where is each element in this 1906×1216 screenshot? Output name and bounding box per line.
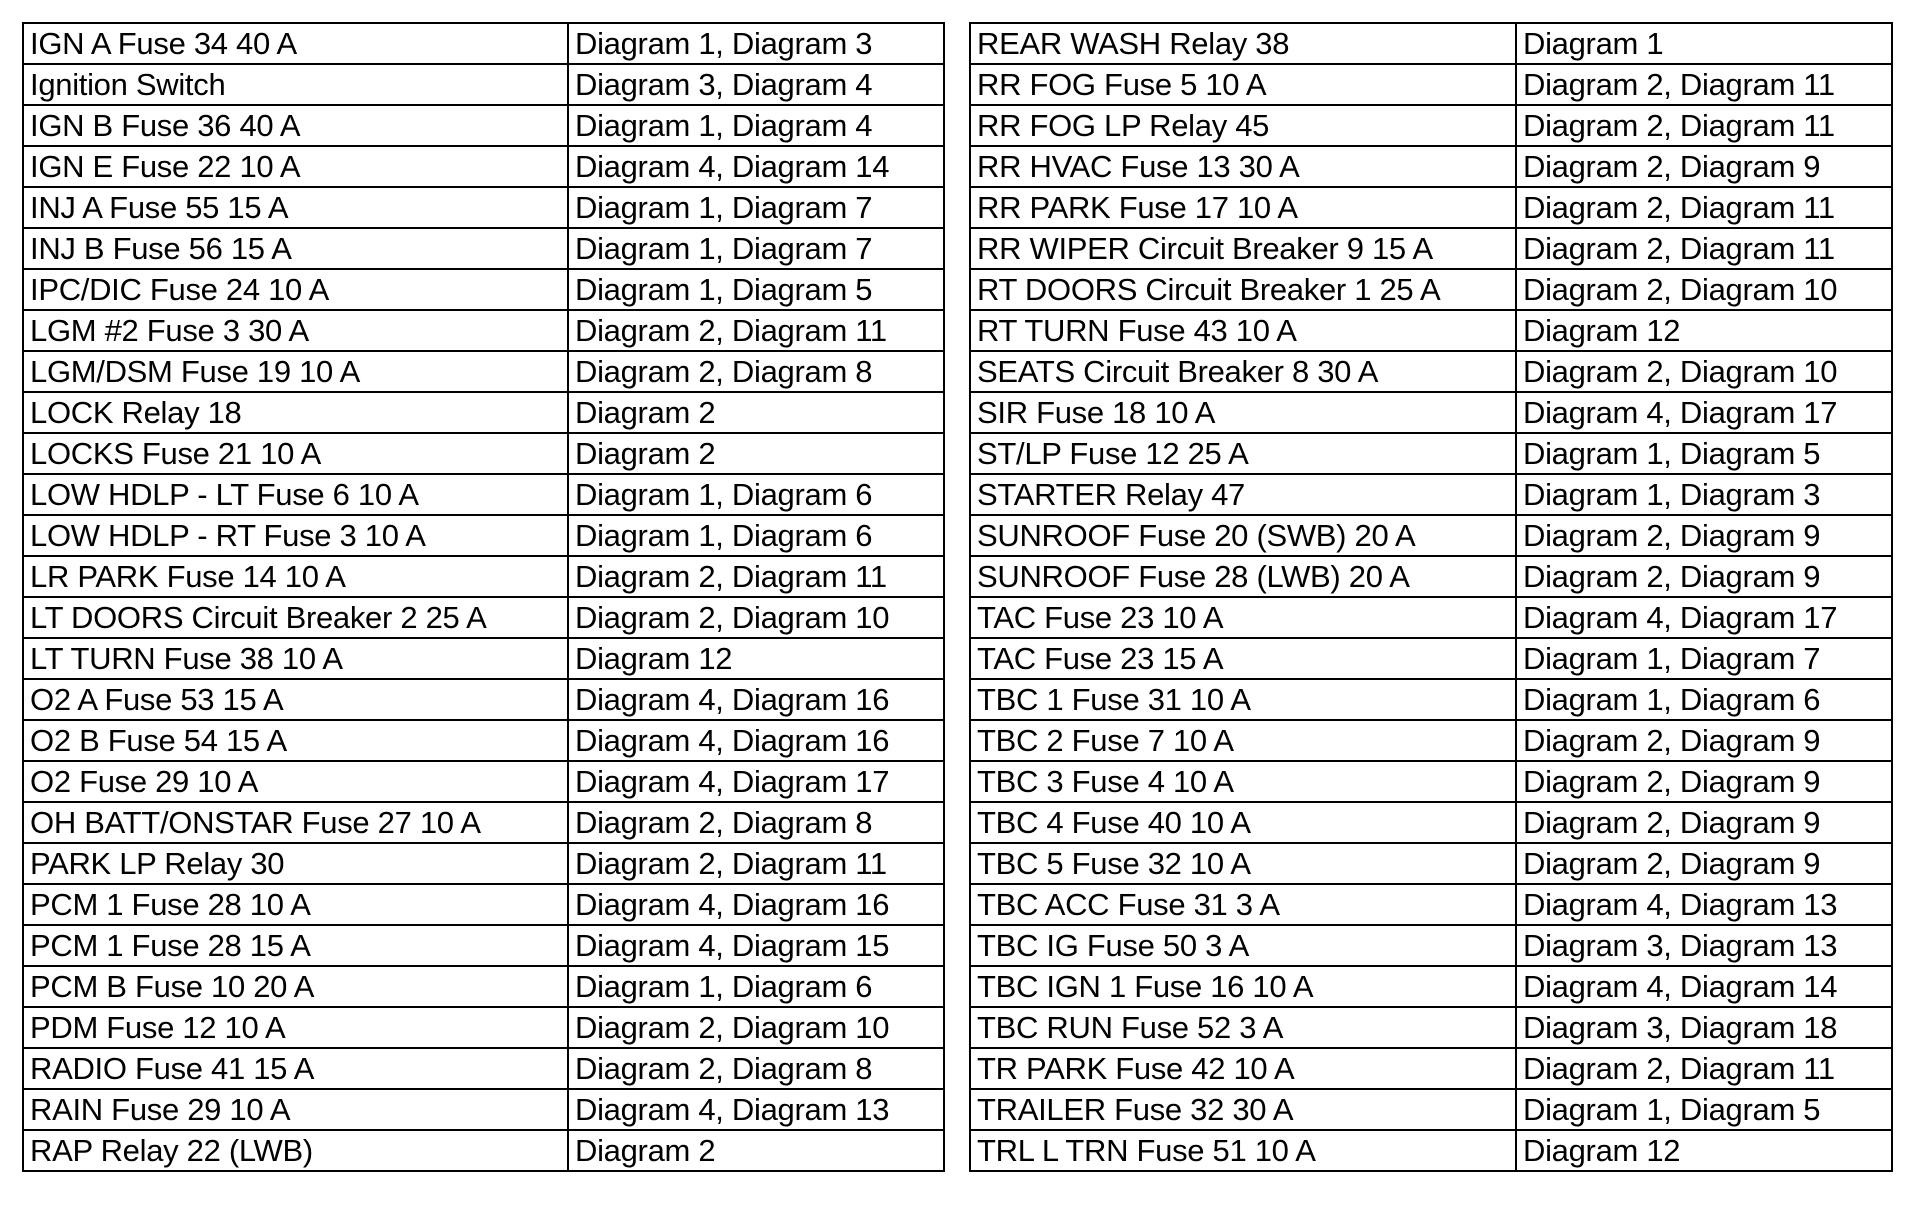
diagram-ref-cell: Diagram 2, Diagram 10 <box>1516 351 1892 392</box>
diagram-ref-cell: Diagram 2 <box>568 1130 944 1171</box>
diagram-ref-cell: Diagram 1, Diagram 5 <box>1516 1089 1892 1130</box>
component-cell: LOCK Relay 18 <box>23 392 568 433</box>
component-cell: TBC 3 Fuse 4 10 A <box>970 761 1516 802</box>
diagram-ref-cell: Diagram 2, Diagram 10 <box>568 597 944 638</box>
component-cell: LOCKS Fuse 21 10 A <box>23 433 568 474</box>
diagram-ref-cell: Diagram 1, Diagram 6 <box>568 515 944 556</box>
component-cell: TBC IG Fuse 50 3 A <box>970 925 1516 966</box>
diagram-ref-cell: Diagram 2, Diagram 11 <box>1516 228 1892 269</box>
table-row <box>23 105 944 146</box>
table-row <box>23 228 944 269</box>
diagram-ref-cell: Diagram 1 <box>1516 23 1892 64</box>
diagram-ref-cell: Diagram 12 <box>1516 1130 1892 1171</box>
diagram-ref-cell: Diagram 1, Diagram 7 <box>568 187 944 228</box>
component-cell: OH BATT/ONSTAR Fuse 27 10 A <box>23 802 568 843</box>
diagram-ref-cell: Diagram 1, Diagram 6 <box>568 474 944 515</box>
diagram-ref-cell: Diagram 2, Diagram 8 <box>568 1048 944 1089</box>
table-row <box>23 884 944 925</box>
diagram-ref-cell: Diagram 2, Diagram 11 <box>1516 187 1892 228</box>
diagram-ref-cell: Diagram 1, Diagram 5 <box>1516 433 1892 474</box>
diagram-ref-cell: Diagram 1, Diagram 6 <box>1516 679 1892 720</box>
component-cell: LGM/DSM Fuse 19 10 A <box>23 351 568 392</box>
table-row <box>970 310 1892 351</box>
table-row <box>23 925 944 966</box>
table-row <box>23 843 944 884</box>
table-row <box>23 269 944 310</box>
table-row <box>970 515 1892 556</box>
table-row <box>970 679 1892 720</box>
table-row <box>970 269 1892 310</box>
component-cell: Ignition Switch <box>23 64 568 105</box>
fuse-index-tables <box>22 22 1893 1172</box>
table-row <box>970 228 1892 269</box>
component-cell: TBC 2 Fuse 7 10 A <box>970 720 1516 761</box>
table-row <box>970 843 1892 884</box>
diagram-ref-cell: Diagram 12 <box>568 638 944 679</box>
right-table <box>969 22 1893 1172</box>
diagram-ref-cell: Diagram 3, Diagram 18 <box>1516 1007 1892 1048</box>
diagram-ref-cell: Diagram 2, Diagram 11 <box>1516 105 1892 146</box>
diagram-ref-cell: Diagram 4, Diagram 17 <box>568 761 944 802</box>
right-table-body <box>970 23 1892 1171</box>
component-cell: O2 B Fuse 54 15 A <box>23 720 568 761</box>
table-row <box>23 1130 944 1171</box>
diagram-ref-cell: Diagram 3, Diagram 13 <box>1516 925 1892 966</box>
table-row <box>970 884 1892 925</box>
component-cell: TR PARK Fuse 42 10 A <box>970 1048 1516 1089</box>
component-cell: LOW HDLP - RT Fuse 3 10 A <box>23 515 568 556</box>
component-cell: O2 A Fuse 53 15 A <box>23 679 568 720</box>
table-row <box>970 1007 1892 1048</box>
component-cell: O2 Fuse 29 10 A <box>23 761 568 802</box>
diagram-ref-cell: Diagram 4, Diagram 17 <box>1516 597 1892 638</box>
component-cell: INJ A Fuse 55 15 A <box>23 187 568 228</box>
diagram-ref-cell: Diagram 4, Diagram 16 <box>568 679 944 720</box>
diagram-ref-cell: Diagram 3, Diagram 4 <box>568 64 944 105</box>
table-row <box>23 1048 944 1089</box>
table-row <box>23 966 944 1007</box>
table-row <box>23 310 944 351</box>
diagram-ref-cell: Diagram 1, Diagram 7 <box>568 228 944 269</box>
component-cell: TBC RUN Fuse 52 3 A <box>970 1007 1516 1048</box>
table-row <box>970 1130 1892 1171</box>
diagram-ref-cell: Diagram 1, Diagram 6 <box>568 966 944 1007</box>
table-row <box>970 1048 1892 1089</box>
table-row <box>970 925 1892 966</box>
diagram-ref-cell: Diagram 12 <box>1516 310 1892 351</box>
diagram-ref-cell: Diagram 2, Diagram 10 <box>568 1007 944 1048</box>
component-cell: IGN E Fuse 22 10 A <box>23 146 568 187</box>
table-row <box>970 146 1892 187</box>
diagram-ref-cell: Diagram 4, Diagram 15 <box>568 925 944 966</box>
component-cell: REAR WASH Relay 38 <box>970 23 1516 64</box>
table-row <box>23 802 944 843</box>
component-cell: TBC 1 Fuse 31 10 A <box>970 679 1516 720</box>
table-row <box>970 1089 1892 1130</box>
left-table <box>22 22 945 1172</box>
table-row <box>23 23 944 64</box>
component-cell: RR FOG LP Relay 45 <box>970 105 1516 146</box>
table-row <box>970 556 1892 597</box>
component-cell: PCM 1 Fuse 28 15 A <box>23 925 568 966</box>
component-cell: PCM B Fuse 10 20 A <box>23 966 568 1007</box>
table-row <box>23 638 944 679</box>
diagram-ref-cell: Diagram 2, Diagram 9 <box>1516 720 1892 761</box>
diagram-ref-cell: Diagram 2, Diagram 11 <box>568 310 944 351</box>
diagram-ref-cell: Diagram 2, Diagram 9 <box>1516 146 1892 187</box>
table-row <box>23 679 944 720</box>
component-cell: TAC Fuse 23 15 A <box>970 638 1516 679</box>
diagram-ref-cell: Diagram 1, Diagram 3 <box>568 23 944 64</box>
table-row <box>23 351 944 392</box>
table-row <box>23 515 944 556</box>
table-row <box>23 761 944 802</box>
component-cell: RR PARK Fuse 17 10 A <box>970 187 1516 228</box>
table-row <box>23 720 944 761</box>
diagram-ref-cell: Diagram 1, Diagram 5 <box>568 269 944 310</box>
component-cell: IGN B Fuse 36 40 A <box>23 105 568 146</box>
diagram-ref-cell: Diagram 2, Diagram 9 <box>1516 761 1892 802</box>
component-cell: LR PARK Fuse 14 10 A <box>23 556 568 597</box>
component-cell: RAP Relay 22 (LWB) <box>23 1130 568 1171</box>
component-cell: TBC ACC Fuse 31 3 A <box>970 884 1516 925</box>
component-cell: LOW HDLP - LT Fuse 6 10 A <box>23 474 568 515</box>
component-cell: PCM 1 Fuse 28 10 A <box>23 884 568 925</box>
diagram-ref-cell: Diagram 2, Diagram 9 <box>1516 802 1892 843</box>
diagram-ref-cell: Diagram 4, Diagram 13 <box>1516 884 1892 925</box>
table-row <box>970 392 1892 433</box>
table-row <box>23 64 944 105</box>
left-table-body <box>23 23 944 1171</box>
table-row <box>970 23 1892 64</box>
component-cell: TRL L TRN Fuse 51 10 A <box>970 1130 1516 1171</box>
component-cell: INJ B Fuse 56 15 A <box>23 228 568 269</box>
diagram-ref-cell: Diagram 2, Diagram 10 <box>1516 269 1892 310</box>
component-cell: PARK LP Relay 30 <box>23 843 568 884</box>
component-cell: LGM #2 Fuse 3 30 A <box>23 310 568 351</box>
table-row <box>970 802 1892 843</box>
component-cell: TBC 4 Fuse 40 10 A <box>970 802 1516 843</box>
diagram-ref-cell: Diagram 2, Diagram 9 <box>1516 843 1892 884</box>
diagram-ref-cell: Diagram 1, Diagram 4 <box>568 105 944 146</box>
diagram-ref-cell: Diagram 2, Diagram 11 <box>1516 1048 1892 1089</box>
table-row <box>970 105 1892 146</box>
diagram-ref-cell: Diagram 2, Diagram 11 <box>568 843 944 884</box>
diagram-ref-cell: Diagram 4, Diagram 16 <box>568 720 944 761</box>
table-row <box>23 146 944 187</box>
table-row <box>970 720 1892 761</box>
table-row <box>23 556 944 597</box>
table-row <box>23 474 944 515</box>
diagram-ref-cell: Diagram 4, Diagram 16 <box>568 884 944 925</box>
component-cell: TRAILER Fuse 32 30 A <box>970 1089 1516 1130</box>
component-cell: PDM Fuse 12 10 A <box>23 1007 568 1048</box>
table-row <box>23 433 944 474</box>
diagram-ref-cell: Diagram 2 <box>568 433 944 474</box>
diagram-ref-cell: Diagram 1, Diagram 7 <box>1516 638 1892 679</box>
table-row <box>23 187 944 228</box>
table-row <box>970 351 1892 392</box>
component-cell: TAC Fuse 23 10 A <box>970 597 1516 638</box>
component-cell: RR WIPER Circuit Breaker 9 15 A <box>970 228 1516 269</box>
table-row <box>23 1089 944 1130</box>
component-cell: ST/LP Fuse 12 25 A <box>970 433 1516 474</box>
diagram-ref-cell: Diagram 4, Diagram 17 <box>1516 392 1892 433</box>
component-cell: RR FOG Fuse 5 10 A <box>970 64 1516 105</box>
table-row <box>23 597 944 638</box>
table-row <box>970 433 1892 474</box>
table-row <box>23 392 944 433</box>
diagram-ref-cell: Diagram 4, Diagram 14 <box>568 146 944 187</box>
component-cell: SUNROOF Fuse 20 (SWB) 20 A <box>970 515 1516 556</box>
diagram-ref-cell: Diagram 2, Diagram 11 <box>568 556 944 597</box>
table-row <box>23 1007 944 1048</box>
table-row <box>970 187 1892 228</box>
diagram-ref-cell: Diagram 4, Diagram 13 <box>568 1089 944 1130</box>
diagram-ref-cell: Diagram 2, Diagram 8 <box>568 802 944 843</box>
component-cell: RAIN Fuse 29 10 A <box>23 1089 568 1130</box>
component-cell: STARTER Relay 47 <box>970 474 1516 515</box>
table-row <box>970 64 1892 105</box>
component-cell: RADIO Fuse 41 15 A <box>23 1048 568 1089</box>
component-cell: TBC IGN 1 Fuse 16 10 A <box>970 966 1516 1007</box>
table-row <box>970 966 1892 1007</box>
component-cell: RT DOORS Circuit Breaker 1 25 A <box>970 269 1516 310</box>
table-row <box>970 761 1892 802</box>
diagram-ref-cell: Diagram 2, Diagram 11 <box>1516 64 1892 105</box>
component-cell: IPC/DIC Fuse 24 10 A <box>23 269 568 310</box>
component-cell: SEATS Circuit Breaker 8 30 A <box>970 351 1516 392</box>
component-cell: RT TURN Fuse 43 10 A <box>970 310 1516 351</box>
component-cell: IGN A Fuse 34 40 A <box>23 23 568 64</box>
diagram-ref-cell: Diagram 2 <box>568 392 944 433</box>
diagram-ref-cell: Diagram 1, Diagram 3 <box>1516 474 1892 515</box>
table-row <box>970 474 1892 515</box>
component-cell: LT TURN Fuse 38 10 A <box>23 638 568 679</box>
component-cell: RR HVAC Fuse 13 30 A <box>970 146 1516 187</box>
table-row <box>970 597 1892 638</box>
component-cell: LT DOORS Circuit Breaker 2 25 A <box>23 597 568 638</box>
diagram-ref-cell: Diagram 2, Diagram 9 <box>1516 556 1892 597</box>
diagram-ref-cell: Diagram 4, Diagram 14 <box>1516 966 1892 1007</box>
component-cell: SIR Fuse 18 10 A <box>970 392 1516 433</box>
diagram-ref-cell: Diagram 2, Diagram 8 <box>568 351 944 392</box>
component-cell: TBC 5 Fuse 32 10 A <box>970 843 1516 884</box>
component-cell: SUNROOF Fuse 28 (LWB) 20 A <box>970 556 1516 597</box>
diagram-ref-cell: Diagram 2, Diagram 9 <box>1516 515 1892 556</box>
table-row <box>970 638 1892 679</box>
